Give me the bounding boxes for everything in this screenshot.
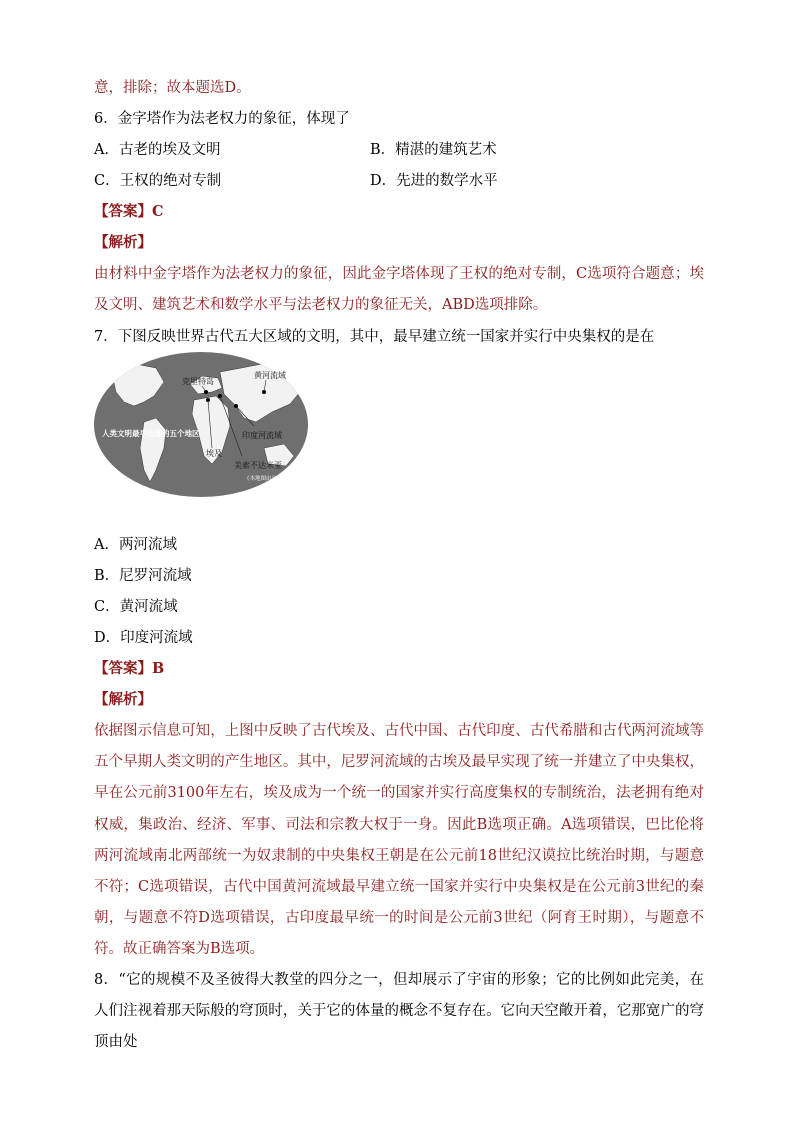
q6-analysis: 由材料中金字塔作为法老权力的象征，因此金字塔体现了王权的绝对专制，C选项符合题意；埃及文明、建筑艺术和数学水平与法老权力的象征无关，ABD选项排除。 bbox=[94, 266, 704, 314]
q6-option-c: C．王权的绝对专制 bbox=[94, 173, 222, 189]
q7-option-b: B．尼罗河流域 bbox=[94, 568, 192, 584]
q6-option-a: A．古老的埃及文明 bbox=[94, 142, 221, 158]
prev-answer-tail: 意，排除；故本题选D。 bbox=[94, 80, 251, 96]
q7-option-a: A．两河流域 bbox=[94, 537, 177, 553]
q6-stem: 6．金字塔作为法老权力的象征，体现了 bbox=[94, 111, 350, 127]
q8-stem: 8．“它的规模不及圣彼得大教堂的四分之一，但却展示了宇宙的形象；它的比例如此完美，在人们注视着那天际般的穹顶时，关于它的体量的概念不复存在。它向天空敞开着，它那宽广的穹顶由处 bbox=[94, 972, 704, 1050]
map-credit: 《本地图由自制作》 bbox=[244, 476, 294, 482]
q7-analysis-label: 【解析】 bbox=[94, 691, 152, 708]
q6-answer: 【答案】C bbox=[94, 203, 164, 220]
q7-option-c: C．黄河流域 bbox=[94, 599, 178, 615]
map-label-mesopotamia: 美索不达米亚 bbox=[234, 461, 282, 470]
q7-answer: 【答案】B bbox=[94, 660, 165, 677]
map-caption: 人类文明最早出现的五个地区 bbox=[102, 429, 200, 438]
map-label-indus: 印度河流域 bbox=[242, 431, 282, 440]
q7-option-d: D．印度河流域 bbox=[94, 630, 193, 646]
world-map-image bbox=[94, 352, 308, 497]
q7-analysis: 依据图示信息可知，上图中反映了古代埃及、古代中国、古代印度、古代希腊和古代两河流域等五个早期人类文明的产生地区。其中，尼罗河流域的古埃及最早实现了统一并建立了中央集权，早在公元前3100年左右，埃及成为一个统一的国家并实行高度集权的专制统治，法老拥有绝对权威，集政治、经济、军事、司法和宗教大权于一身。因此B选项正确。A选项错误，巴比伦将两河流域南北两部统一为奴隶制的中央集权王朝是在公元前18世纪汉谟拉比统治时期，与题意不符；C选项错误，古代中国黄河流域最早建立统一国家并实行中央集权是在公元前3世纪的秦朝，与题意不符D选项错误，古印度最早统一的时间是公元前3世纪（阿育王时期），与题意不符。故正确答案为B选项。 bbox=[94, 723, 704, 958]
q6-option-d: D．先进的数学水平 bbox=[370, 173, 498, 189]
q6-analysis-label: 【解析】 bbox=[94, 234, 152, 251]
q6-option-b: B．精湛的建筑艺术 bbox=[370, 142, 497, 158]
q7-stem: 7．下图反映世界古代五大区域的文明，其中，最早建立统一国家并实行中央集权的是在 bbox=[94, 329, 655, 345]
map-label-egypt: 埃及 bbox=[206, 449, 222, 458]
map-label-crete: 克里特岛 bbox=[182, 377, 214, 386]
map-label-yellow-river: 黄河流域 bbox=[254, 371, 286, 380]
